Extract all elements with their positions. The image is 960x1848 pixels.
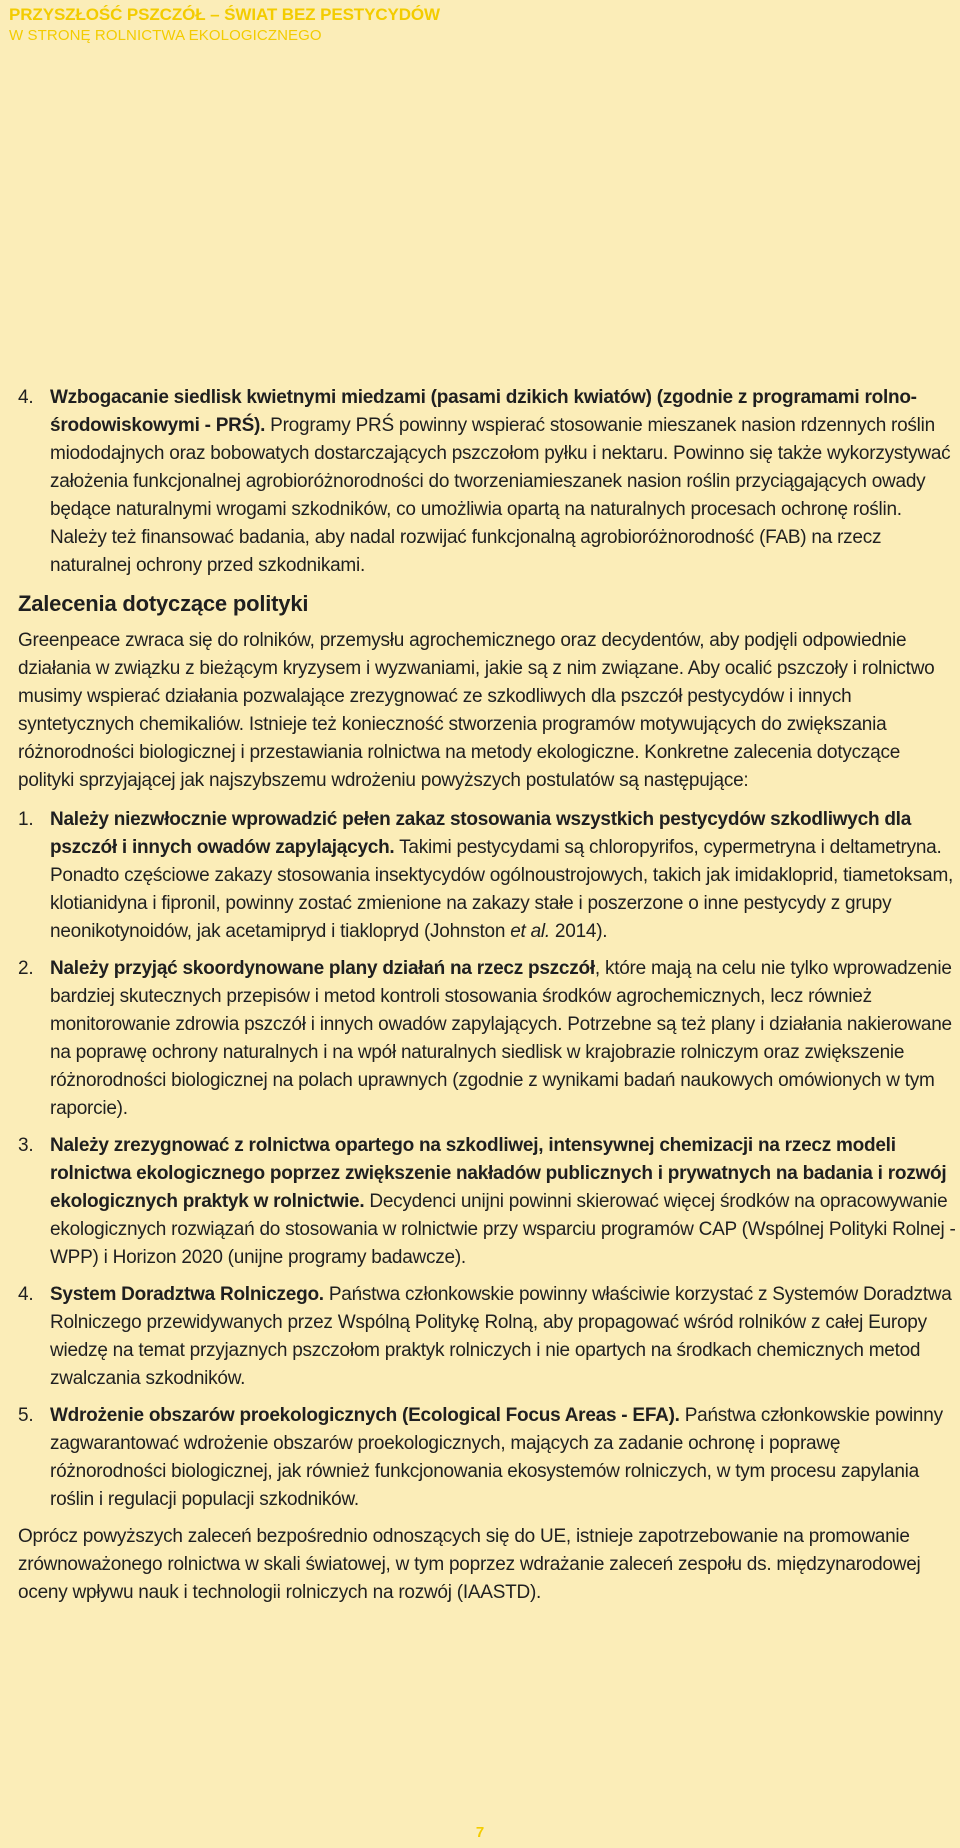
item-italic: et al. xyxy=(510,921,550,942)
intro-list-item xyxy=(18,384,958,580)
item-tail: 2014). xyxy=(549,921,608,942)
section-intro: Greenpeace zwraca się do rolników, przemysłu agrochemicznego oraz decydentów, aby podjęli odpowiednie działania w związku z bieżącym kryzysem i wyzwaniami, jakie są z nim związane. Aby ocalić pszczoły i rolnictwo musimy wspierać działania pozwalające zrezygnować ze szkodliwych dla pszczół pestycydów i innych syntetycznych chemikaliów. Istnieje też konieczność stworzenia programów motywujących do zwiększania różnorodności biologicznej i przestawiania rolnictwa na metody ekologiczne. Konkretne zalecenia dotyczące polityki sprzyjającej jak najszybszemu wdrożeniu powyższych postulatów są następujące: xyxy=(18,630,935,791)
item-number: 1. xyxy=(18,809,34,830)
item-number: 3. xyxy=(18,1135,34,1156)
item-number: 2. xyxy=(18,958,34,979)
header-title: PRZYSZŁOŚĆ PSZCZÓŁ – ŚWIAT BEZ PESTYCYDÓW xyxy=(9,5,440,24)
item-lead: Wdrożenie obszarów proekologicznych (Ecological Focus Areas - EFA). xyxy=(50,1405,680,1426)
item-body: , które mają na celu nie tylko wprowadzenie bardziej skutecznych przepisów i metod kontroli stosowania środków agrochemicznych, lecz również monitorowanie zdrowia pszczół i innych owadów zapylających. Potrzebne są też plany i działania nakierowane na poprawę ochrony naturalnych i na wpół naturalnych siedlisk w krajobrazie rolniczym oraz zwiększenie różnorodności biologicznej na polach uprawnych (zgodnie z wynikami badań naukowych omówionych w tym raporcie). xyxy=(50,958,952,1119)
item-body: Takimi pestycydami są chloropyrifos, cypermetryna i deltametryna. Ponadto częściowe zakazy stosowania insektycydów ogólnoustrojowych, takich jak imidakloprid, tiametoksam, klotianidyna i fipronil, powinny zostać zmienione na zakazy stałe i poszerzone o inne pestycydy z grupy neonikotynoidów, jak acetamipryd i tiaklopryd (Johnston xyxy=(50,837,954,942)
closing-paragraph: Oprócz powyższych zaleceń bezpośrednio odnoszących się do UE, istnieje zapotrzebowanie na promowanie zrównoważonego rolnictwa w skali światowej, w tym poprzez wdrażanie zaleceń zespołu ds. międzynarodowej oceny wpływu nauk i technologii rolniczych na rozwój (IAASTD). xyxy=(18,1526,921,1603)
item-lead: Wzbogacanie siedlisk kwietnymi miedzami (pasami dzikich kwiatów) (zgodnie z programami rolno-środowiskowymi - PRŚ). xyxy=(50,387,917,436)
section-heading: Zalecenia dotyczące polityki xyxy=(18,591,309,616)
item-number: 4. xyxy=(18,1284,34,1305)
item-body: Decydenci unijni powinni skierować więcej środków na opracowywanie ekologicznych rozwiązań do stosowania w rolnictwie przy wsparciu programów CAP (Wspólnej Polityki Rolnej - WPP) i Horizon 2020 (unijne programy badawcze). xyxy=(50,1191,956,1268)
recommendations-list xyxy=(18,806,958,1514)
list-item xyxy=(18,955,958,1123)
item-lead: Należy przyjąć skoordynowane plany działań na rzecz pszczół xyxy=(50,958,595,979)
page-header xyxy=(9,4,949,46)
item-lead: Należy niezwłocznie wprowadzić pełen zakaz stosowania wszystkich pestycydów szkodliwych dla pszczół i innych owadów zapylających. xyxy=(50,809,912,858)
item-number: 4. xyxy=(18,387,34,408)
list-item xyxy=(18,1132,958,1272)
list-item xyxy=(18,1402,958,1514)
document-body xyxy=(18,384,958,1607)
item-body: Państwa członkowskie powinny właściwie korzystać z Systemów Doradztwa Rolniczego przewidywanych przez Wspólną Politykę Rolną, aby propagować wśród rolników z całej Europy wiedzę na temat przyjaznych pszczołom praktyk rolniczych i nie opartych na środkach chemicznych metod zwalczania szkodników. xyxy=(50,1284,952,1389)
item-body: Programy PRŚ powinny wspierać stosowanie mieszanek nasion rdzennych roślin miododajnych oraz bobowatych dostarczających pszczołom pyłku i nektaru. Powinno się także wykorzystywać założenia funkcjonalnej agrobioróżnorodności do tworzeniamieszanek nasion roślin przyciągających owady będące naturalnymi wrogami szkodników, co umożliwia opartą na naturalnych procesach ochronę roślin. Należy też finansować badania, aby nadal rozwijać funkcjonalną agrobioróżnorodność (FAB) na rzecz naturalnej ochrony przed szkodnikami. xyxy=(50,415,951,576)
page-number: 7 xyxy=(475,1824,485,1841)
header-subtitle: W STRONĘ ROLNICTWA EKOLOGICZNEGO xyxy=(9,27,322,44)
list-item xyxy=(18,1281,958,1393)
item-lead: Należy zrezygnować z rolnictwa opartego na szkodliwej, intensywnej chemizacji na rzecz modeli rolnictwa ekologicznego poprzez zwiększenie nakładów publicznych i prywatnych na badania i rozwój ekologicznych praktyk w rolnictwie. xyxy=(50,1135,947,1212)
list-item xyxy=(18,806,958,946)
item-body: Państwa członkowskie powinny zagwarantować wdrożenie obszarów proekologicznych, mających za zadanie ochronę i poprawę różnorodności biologicznej, jak również funkcjonowania ekosystemów rolniczych, w tym procesu zapylania roślin i regulacji populacji szkodników. xyxy=(50,1405,943,1510)
item-number: 5. xyxy=(18,1405,34,1426)
item-lead: System Doradztwa Rolniczego. xyxy=(50,1284,324,1305)
